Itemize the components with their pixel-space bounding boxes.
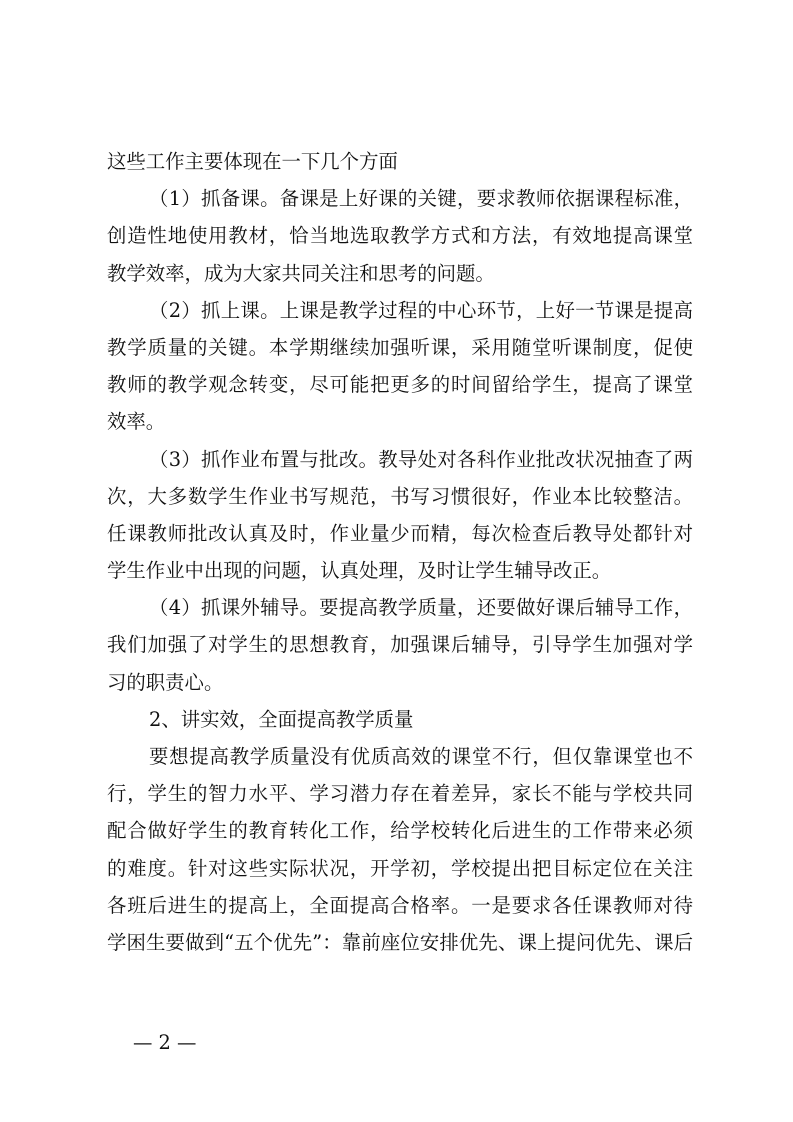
text-line: （3）抓作业布置与批改。教导处对各科作业批改状况抽查了两 bbox=[149, 447, 693, 471]
text-line: （1）抓备课。备课是上好课的关键，要求教师依据课程标准， bbox=[149, 187, 693, 211]
text-line: 教师的教学观念转变，尽可能把更多的时间留给学生，提高了课堂 bbox=[107, 373, 693, 397]
text-line: 任课教师批改认真及时，作业量少而精，每次检查后教导处都针对 bbox=[107, 521, 693, 545]
paragraph-lesson-prep bbox=[107, 180, 693, 292]
text-line: 教学质量的关键。本学期继续加强听课，采用随堂听课制度，促使 bbox=[107, 335, 693, 359]
text-line: （4）抓课外辅导。要提高教学质量，还要做好课后辅导工作， bbox=[149, 596, 693, 620]
text-line: 要想提高教学质量没有优质高效的课堂不行，但仅靠课堂也不 bbox=[149, 745, 693, 768]
page-number: — 2 — bbox=[133, 1031, 197, 1054]
text-line: 效率。 bbox=[107, 410, 166, 434]
text-line: 行，学生的智力水平、学习潜力存在着差异，家长不能与学校共同 bbox=[107, 782, 693, 806]
paragraph-teaching bbox=[107, 292, 693, 441]
text-line: 创造性地使用教材，恰当地选取教学方式和方法，有效地提高课堂 bbox=[107, 224, 693, 248]
paragraph-tutoring bbox=[107, 589, 693, 701]
text-line: 各班后进生的提高上，全面提高合格率。一是要求各任课教师对待 bbox=[107, 893, 693, 917]
text-line: 习的职责心。 bbox=[107, 670, 224, 694]
text-line: （2）抓上课。上课是教学过程的中心环节，上好一节课是提高 bbox=[149, 298, 693, 322]
text-line: 的难度。针对这些实际状况，开学初，学校提出把目标定位在关注 bbox=[107, 856, 693, 880]
text-line: 学困生要做到“五个优先”：靠前座位安排优先、课上提问优先、课后 bbox=[107, 930, 693, 954]
paragraph-homework bbox=[107, 441, 693, 590]
text-line: 次，大多数学生作业书写规范，书写习惯很好，作业本比较整洁。 bbox=[107, 484, 693, 508]
text-line: 我们加强了对学生的思想教育，加强课后辅导，引导学生加强对学 bbox=[107, 633, 693, 657]
body-text bbox=[107, 143, 693, 961]
paragraph-quality bbox=[107, 738, 693, 961]
text-line: 学生作业中出现的问题，认真处理，及时让学生辅导改正。 bbox=[107, 559, 612, 583]
text-line: 这些工作主要体现在一下几个方面 bbox=[107, 150, 398, 173]
text-line: 配合做好学生的教育转化工作，给学校转化后进生的工作带来必须 bbox=[107, 819, 693, 843]
paragraph-continuation bbox=[107, 143, 693, 180]
text-line: 教学效率，成为大家共同关注和思考的问题。 bbox=[107, 261, 495, 285]
heading-line: 2、讲实效，全面提高教学质量 bbox=[149, 707, 414, 731]
section-heading bbox=[107, 701, 693, 738]
